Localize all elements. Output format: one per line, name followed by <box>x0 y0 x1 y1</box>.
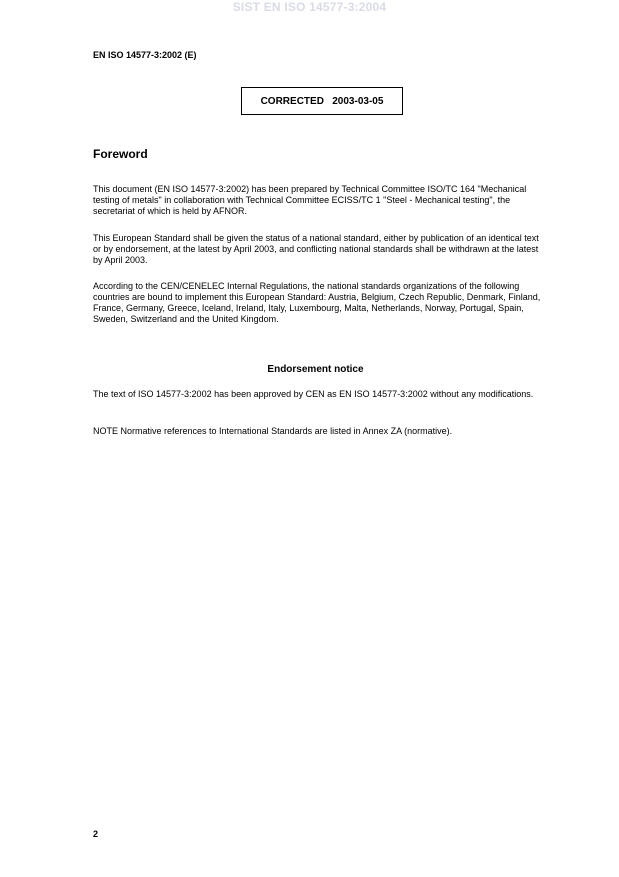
endorsement-paragraph: The text of ISO 14577-3:2002 has been approved by CEN as EN ISO 14577-3:2002 without any modifications. <box>93 389 534 399</box>
foreword-paragraph: This document (EN ISO 14577-3:2002) has been prepared by Technical Committee ISO/TC 164 "Mechanical testing of metals" in collaboration with Technical Committee ECISS/TC 1 "Steel - Mechanical testing", the secretariat of which is held by AFNOR. <box>93 184 527 216</box>
foreword-paragraph: This European Standard shall be given the status of a national standard, either by publication of an identical text or by endorsement, at the latest by April 2003, and conflicting national standards shall be withdrawn at the latest by April 2003. <box>93 233 539 265</box>
foreword-heading: Foreword <box>93 147 148 161</box>
document-identifier: EN ISO 14577-3:2002 (E) <box>93 50 197 60</box>
page-number: 2 <box>93 829 99 839</box>
endorsement-heading: Endorsement notice <box>267 364 364 375</box>
watermark: SIST EN ISO 14577-3:2004 <box>232 0 387 14</box>
corrected-notice-box: CORRECTED 2003-03-05 <box>241 87 403 115</box>
endorsement-note: NOTE Normative references to International Standards are listed in Annex ZA (normative). <box>93 426 453 436</box>
foreword-paragraph: According to the CEN/CENELEC Internal Regulations, the national standards organizations of the following countries are bound to implement this European Standard: Austria, Belgium, Czech Republic, Denmark, Finland, France, Germany, Greece, Iceland, Ireland, Italy, Luxembourg, Malta, Netherlands, Norway, Portugal, Spain, Sweden, Switzerland and the United Kingdom. <box>93 281 541 324</box>
